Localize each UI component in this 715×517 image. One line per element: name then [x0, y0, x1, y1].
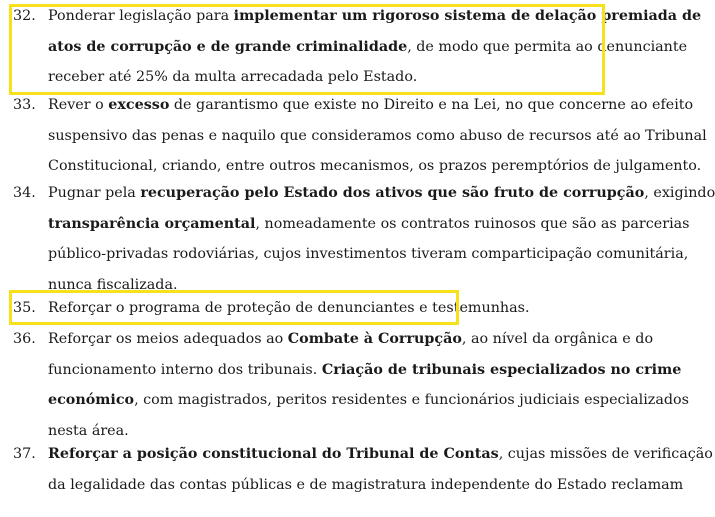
bold-text: transparência orçamental — [48, 215, 256, 232]
text-run: público-privadas rodoviárias, cujos investimentos tiveram comparticipação comunitária, — [48, 246, 689, 262]
text-run: nesta área. — [48, 422, 129, 439]
item-number: 35. — [13, 300, 36, 316]
bold-text: Criação de tribunais especializados no crime — [321, 361, 682, 378]
item-text-line — [48, 392, 689, 408]
text-run: , de modo que permita ao denunciante — [407, 38, 688, 55]
item-text-line — [48, 446, 713, 462]
text-run: funcionamento interno dos tribunais. — [48, 361, 322, 378]
text-run: , exigindo — [644, 185, 715, 201]
text-run: Ponderar legislação para — [48, 8, 234, 24]
item-text-line — [48, 215, 690, 232]
item-number: 34. — [13, 185, 36, 201]
text-run: , com magistrados, peritos residentes e funcionários judiciais especializados — [134, 392, 689, 408]
item-text-line — [48, 127, 707, 144]
text-run: Constitucional, criando, entre outros mecanismos, os prazos peremptórios de julgamento. — [48, 158, 702, 174]
text-run: , ao nível da orgânica e do — [461, 331, 654, 347]
item-text-line — [48, 185, 715, 201]
item-text-line — [48, 158, 701, 174]
item-text-line — [48, 361, 682, 378]
bold-text: Combate à Corrupção — [287, 331, 462, 347]
item-number: 37. — [13, 446, 36, 462]
text-run: suspensivo das penas e naquilo que consideramos como abuso de recursos até ao Tribunal — [48, 127, 707, 144]
item-text-line — [48, 246, 689, 262]
text-run: nunca fiscalizada. — [48, 276, 178, 293]
highlight-box-item-35 — [9, 290, 459, 325]
text-run: , nomeadamente os contratos ruinosos que são as parcerias — [255, 215, 690, 232]
bold-text: atos de corrupção e de grande criminalidade — [48, 38, 408, 55]
item-text-line — [48, 97, 694, 113]
text-run: de garantismo que existe no Direito e na Lei, no que concerne ao efeito — [169, 97, 694, 113]
bold-text: implementar um rigoroso sistema de delação premiada de — [233, 8, 702, 24]
text-run: Reforçar o programa de proteção de denunciantes e testemunhas. — [48, 300, 530, 316]
item-number: 33. — [13, 97, 36, 113]
item-number: 36. — [13, 331, 36, 347]
text-run: , cujas missões de verificação — [498, 446, 713, 462]
bold-text: económico — [48, 392, 135, 408]
text-run: receber até 25% da multa arrecadada pelo Estado. — [48, 69, 418, 85]
text-run: da legalidade das contas públicas e de magistratura independente do Estado reclamam — [48, 476, 684, 493]
text-run: Pugnar pela — [48, 185, 141, 201]
bold-text: recuperação pelo Estado dos ativos que são fruto de corrupção — [140, 185, 645, 201]
text-run: Rever o — [48, 97, 109, 113]
item-text-line — [48, 476, 684, 493]
bold-text: Reforçar a posição constitucional do Tribunal de Contas — [48, 446, 499, 462]
item-number: 32. — [13, 8, 36, 24]
highlight-box-item-32 — [9, 4, 605, 95]
item-text-line — [48, 331, 654, 347]
text-run: Reforçar os meios adequados ao — [48, 331, 288, 347]
item-text-line — [48, 423, 129, 439]
bold-text: excesso — [108, 97, 170, 113]
